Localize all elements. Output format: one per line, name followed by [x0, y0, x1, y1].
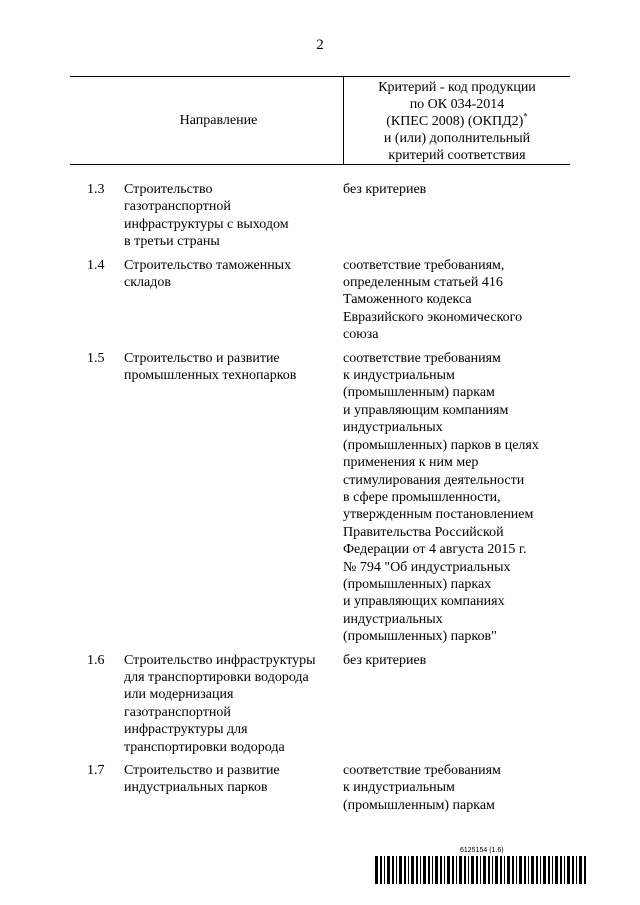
- table-row: [70, 257, 570, 344]
- barcode-bar: [488, 856, 490, 884]
- barcode-bar: [399, 856, 402, 884]
- barcode-bar: [476, 856, 478, 884]
- row-direction-line: газотранспортной: [124, 704, 231, 720]
- barcode-bar: [423, 856, 426, 884]
- row-criterion-line: и управляющих компаниях: [343, 594, 505, 610]
- barcode-bar: [440, 856, 442, 884]
- row-criterion: [314, 652, 553, 756]
- row-direction: [104, 181, 314, 251]
- barcode-bar: [411, 856, 414, 884]
- barcode-bar: [384, 856, 385, 884]
- barcode-bar: [576, 856, 577, 884]
- row-criterion-line: применения к ним мер: [343, 455, 479, 471]
- barcode-bar: [432, 856, 433, 884]
- header-criterion-line: [344, 113, 570, 130]
- row-criterion-line: в сфере промышленности,: [343, 489, 501, 505]
- barcode-bar: [552, 856, 553, 884]
- barcode-bar: [507, 856, 510, 884]
- header-criterion: [344, 79, 570, 164]
- header-criterion-line: и (или) дополнительный: [383, 131, 531, 146]
- barcode-bar: [572, 856, 574, 884]
- barcode-bar: [464, 856, 466, 884]
- row-criterion-line: соответствие требованиям: [343, 763, 501, 778]
- row-direction-line: Строительство и развитие: [124, 350, 280, 366]
- header-criterion-line: по ОК 034-2014: [409, 97, 505, 112]
- table-body: [70, 181, 570, 820]
- row-criterion-line: индустриальных: [343, 420, 443, 436]
- footnote-mark: *: [523, 111, 528, 122]
- barcode-bar: [456, 856, 457, 884]
- barcode-bar: [536, 856, 538, 884]
- row-direction: [104, 652, 314, 756]
- header-criterion-line-text: (КПЕС 2008) (ОКПД2): [386, 114, 524, 129]
- row-number: 1.6: [87, 652, 105, 668]
- barcode-bar: [584, 856, 586, 884]
- row-criterion-line: (промышленным) паркам: [343, 385, 495, 401]
- barcode-bar: [543, 856, 546, 884]
- barcode-bar: [524, 856, 526, 884]
- row-direction-line: для транспортировки водорода: [124, 669, 309, 685]
- barcode-bar: [408, 856, 409, 884]
- row-criterion-line: Федерации от 4 августа 2015 г.: [343, 542, 527, 558]
- barcode-bar: [468, 856, 469, 884]
- table-row: [70, 762, 570, 814]
- barcode-bar: [435, 856, 438, 884]
- row-criterion-line: соответствие требованиям: [343, 350, 501, 366]
- row-criterion: [314, 181, 553, 251]
- row-criterion-line: утвержденным постановлением: [343, 507, 534, 523]
- row-direction: [104, 762, 314, 814]
- row-number: 1.3: [87, 182, 105, 197]
- row-direction-line: инфраструктуры с выходом: [124, 216, 289, 232]
- barcode-bar: [540, 856, 541, 884]
- barcode-bar: [579, 856, 582, 884]
- barcode-bar: [480, 856, 481, 884]
- row-direction-line: Строительство и развитие: [124, 763, 280, 778]
- row-direction: [104, 257, 314, 344]
- barcode-bar: [444, 856, 445, 884]
- row-direction-line: газотранспортной: [124, 199, 231, 215]
- row-criterion-line: № 794 "Об индустриальных: [343, 559, 511, 575]
- row-criterion-line: без критериев: [343, 182, 427, 197]
- row-criterion-line: Евразийского экономического: [343, 309, 523, 325]
- barcode-bar: [531, 856, 534, 884]
- row-criterion-line: стимулирования деятельности: [343, 472, 525, 488]
- row-direction-line: Строительство таможенных: [124, 257, 292, 273]
- row-direction-line: в третьи страны: [124, 234, 220, 250]
- row-criterion-line: союза: [343, 327, 379, 343]
- row-criterion-line: к индустриальным: [343, 780, 455, 796]
- row-direction: [104, 350, 314, 646]
- header-criterion-line: Критерий - код продукции: [378, 80, 536, 95]
- barcode-bar: [375, 856, 378, 884]
- page-number: 2: [316, 37, 324, 53]
- row-criterion-line: соответствие требованиям,: [343, 257, 505, 273]
- barcode-bar: [555, 856, 558, 884]
- barcode-bar: [420, 856, 421, 884]
- barcode-bar: [495, 856, 498, 884]
- table-header: [70, 76, 570, 165]
- barcode-bar: [387, 856, 390, 884]
- row-direction-line: Строительство инфраструктуры: [124, 652, 316, 668]
- barcode-bar: [428, 856, 430, 884]
- barcode-bar: [504, 856, 505, 884]
- barcode-bar: [528, 856, 529, 884]
- row-criterion-line: Правительства Российской: [343, 524, 504, 540]
- row-criterion: [314, 350, 553, 646]
- row-criterion-line: (промышленным) паркам: [343, 797, 495, 813]
- barcode-bar: [560, 856, 562, 884]
- barcode-bar: [380, 856, 382, 884]
- barcode-bar: [500, 856, 502, 884]
- row-direction-line: индустриальных парков: [124, 780, 268, 796]
- barcode-bar: [548, 856, 550, 884]
- row-criterion-line: без критериев: [343, 652, 427, 668]
- barcode-bar: [512, 856, 514, 884]
- row-number: 1.7: [87, 763, 105, 778]
- barcode-bar: [567, 856, 570, 884]
- barcode-bar: [564, 856, 565, 884]
- table-row: [70, 350, 570, 646]
- row-criterion-line: Таможенного кодекса: [343, 292, 472, 308]
- row-criterion-line: (промышленных) парков": [343, 629, 497, 645]
- row-number: 1.4: [87, 257, 105, 273]
- barcode-bar: [471, 856, 474, 884]
- row-criterion-line: и управляющим компаниям: [343, 402, 509, 418]
- row-criterion-line: определенным статьей 416: [343, 275, 503, 291]
- barcode-bar: [516, 856, 517, 884]
- barcode: [375, 856, 587, 884]
- barcode-bar: [519, 856, 522, 884]
- barcode-area: [375, 847, 587, 887]
- barcode-bar: [404, 856, 406, 884]
- row-criterion-line: (промышленных) парках: [343, 576, 492, 592]
- header-criterion-line: критерий соответствия: [388, 148, 526, 163]
- barcode-bar: [483, 856, 486, 884]
- row-direction-line: инфраструктуры для: [124, 722, 248, 738]
- barcode-bar: [447, 856, 450, 884]
- row-direction-line: транспортировки водорода: [124, 739, 285, 755]
- row-direction-line: складов: [124, 275, 171, 291]
- row-number: 1.5: [87, 350, 105, 366]
- table-row: [70, 181, 570, 251]
- row-criterion-line: индустриальных: [343, 611, 443, 627]
- row-direction-line: или модернизация: [124, 687, 234, 703]
- header-direction: Направление: [179, 112, 258, 128]
- barcode-bar: [459, 856, 462, 884]
- table-row: [70, 652, 570, 756]
- row-criterion: [314, 257, 553, 344]
- barcode-bar: [392, 856, 394, 884]
- barcode-bar: [416, 856, 418, 884]
- barcode-bar: [396, 856, 397, 884]
- row-direction-line: Строительство: [124, 182, 213, 197]
- barcode-bar: [452, 856, 454, 884]
- row-criterion-line: к индустриальным: [343, 368, 455, 384]
- row-criterion: [314, 762, 553, 814]
- barcode-caption: 6125154 (1.6): [460, 847, 504, 854]
- row-criterion-line: (промышленных) парков в целях: [343, 437, 539, 453]
- barcode-bar: [492, 856, 493, 884]
- row-direction-line: промышленных технопарков: [124, 368, 297, 384]
